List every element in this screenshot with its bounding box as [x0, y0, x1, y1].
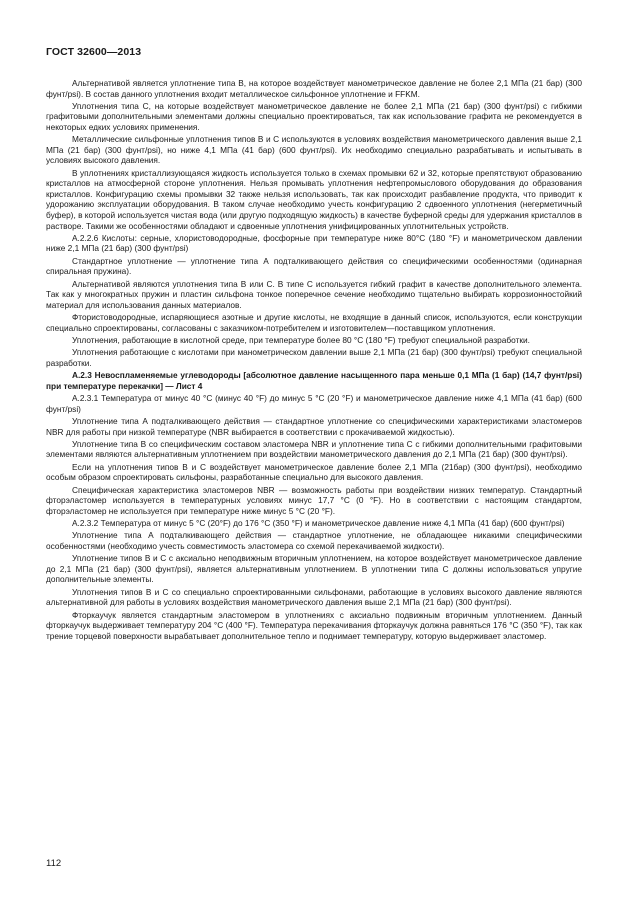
paragraph: Альтернативой является уплотнение типа В, на которое воздействует манометрическое давление не более 2,1 МПа (21 бар) (300 фунт/psi). В состав данного уплотнения входит металлическое сильфонное уплотнение и FFKM. — [46, 78, 582, 99]
paragraph: Уплотнения работающие с кислотами при манометрическом давлении выше 2,1 МПа (21 бар) (300 фунт/psi) требуют специальной разработки. — [46, 347, 582, 368]
paragraph: Специфическая характеристика эластомеров NBR — возможность работы при воздействии низких температур. Стандартный фторэластомер используется в температурных условиях минус 17,7 °С (0 °F). Но в соответствии с настоящим стандартом, фторэластомер не используется при температуре ниже минус 5 °С (20 °F). — [46, 484, 582, 516]
paragraph: Фтористоводородные, испаряющиеся азотные и другие кислоты, не входящие в данный список, используются, если конструкции специально спроектированы, согласованы с заказчиком-потребителем и изготовителем—поставщиком уплотнения. — [46, 312, 582, 333]
paragraph: Альтернативой являются уплотнения типа В или С. В типе С используется гибкий графит в качестве дополнительного элемента. Так как у многократных пружин и пластин сильфона тонкое поперечное сечение необходимо тщательно выбирать коррозионностойкий материал для использования данных материалов. — [46, 278, 582, 310]
paragraph: Уплотнения, работающие в кислотной среде, при температуре более 80 °С (180 °F) требуют специальной разработки. — [72, 334, 530, 345]
paragraph: Уплотнения типа С, на которые воздействует манометрическое давление не более 2,1 МПа (21 бар) (300 фунт/psi) с гибкими графитовыми дополнительными элементами должны специально проектироваться, так как использование графита не рекомендуется в некоторых едких условиях применения. — [46, 100, 582, 132]
paragraph: А.2.3.1 Температура от минус 40 °С (минус 40 °F) до минус 5 °С (20 °F) и манометрическое давление ниже 4,1 МПа (41 бар) (600 фунт/psi) — [46, 393, 582, 414]
paragraph: Фторкаучук является стандартным эластомером в уплотнениях с аксиально подвижным вторичным уплотнением. Данный фторкаучук выдерживает температуру 204 °С (400 °F). Температура перекачивания фторкаучук должна равняться 176 °С (350 °F), так как трение торцевой поверхности вырабатывает дополнительное тепло и поднимает температуру, которую выдерживает эластомер. — [46, 609, 582, 641]
document-body — [46, 78, 582, 643]
paragraph: Уплотнение типов В и С с аксиально неподвижным вторичным уплотнением, на которое воздействует манометрическое давление до 2,1 МПа (21 бар) (300 фунт/psi), является альтернативным уплотнением. В уплотнении типа С должны использоваться упругие дополнительные элементы. — [46, 553, 582, 585]
paragraph: Уплотнение типа А подталкивающего действия — стандартное уплотнение со специфическими характеристиками эластомеров NBR для работы при низкой температуре (NBR выбирается в соответствии с прокачиваемой жидкостью). — [46, 415, 582, 437]
document-header: ГОСТ 32600—2013 — [46, 46, 142, 58]
paragraph: Уплотнение типа А подталкивающего действия — стандартное уплотнение, не обладающее никакими специфическими особенностями (необходимо учесть совместимость эластомера со схемой перекачиваемой жидкости). — [46, 530, 582, 551]
paragraph: Если на уплотнения типов В и С воздействует манометрическое давление более 2,1 МПа (21бар) (300 фунт/psi), необходимо особым образом спроектировать сильфоны, разработанные специально для высокого давления. — [46, 461, 582, 483]
page-number: 112 — [46, 858, 62, 869]
paragraph: Стандартное уплотнение — уплотнение типа А подталкивающего действия со специфическими особенностями (одинарная спиральная пружина). — [46, 255, 582, 277]
paragraph: Уплотнение типа В со специфическим составом эластомера NBR и уплотнение типа С с гибкими дополнительными графитовыми элементами являются альтернативным уплотнением при воздействии манометрического давления до 2,1 МПа (21 бар) (300 фунт/psi). — [46, 438, 582, 460]
section-heading: А.2.3 Невоспламеняемые углеводороды [абсолютное давление насыщенного пара меньше 0,1 МПа (1 бар) (14,7 фунт/psi) при температуре перекачки] — Лист 4 — [46, 370, 582, 391]
paragraph: А.2.3.2 Температура от минус 5 °С (20°F) до 176 °С (350 °F) и манометрическое давление ниже 4,1 МПа (41 бар) (600 фунт/psi) — [72, 518, 565, 529]
paragraph: А.2.2.6 Кислоты: серные, хлористоводородные, фосфорные при температуре ниже 80°С (180 °F) и манометрическом давлении ниже 2,1 МПа (21 бар) (300 фунт/psi) — [46, 232, 582, 254]
paragraph: Уплотнения типов В и С со специально спроектированными сильфонами, работающие в условиях высокого давление являются альтернативной для работы в условиях воздействия манометрического давления выше 2,1 МПа (21 бар) (300 фунт/psi). — [46, 586, 582, 608]
paragraph: Металлические сильфонные уплотнения типов В и С используются в условиях воздействия манометрического давления выше 2,1 МПа (21 бар) (300 фунт/psi), но ниже 4,1 МПа (41 бар) (600 фунт/psi). Их необходимо специально разрабатывать и испытывать в условиях высокого давления. — [46, 134, 582, 166]
paragraph: В уплотнениях кристаллизующаяся жидкость используется только в схемах промывки 62 и 32, которые препятствуют образованию кристаллов на атмосферной стороне уплотнения. Нельзя промывать уплотнения нефтепромыслового оборудования до образования кристаллов. Конфигурацию схемы промывки 32 также нельзя использовать, так как происходит разбавление продукта, что приводит к удорожанию эксплуатации оборудования. В таком случае необходимо учесть конфигурацию 2 сдвоенного уплотнения (негерметичный буфер), в которой используется чистая вода (или другую подходящую жидкость) в качестве буферной среды для удержания кристаллов в растворе. Такими же особенностями обладают и сдвоенные уплотнения унифицированных уплотнительных устройств. — [46, 167, 582, 231]
